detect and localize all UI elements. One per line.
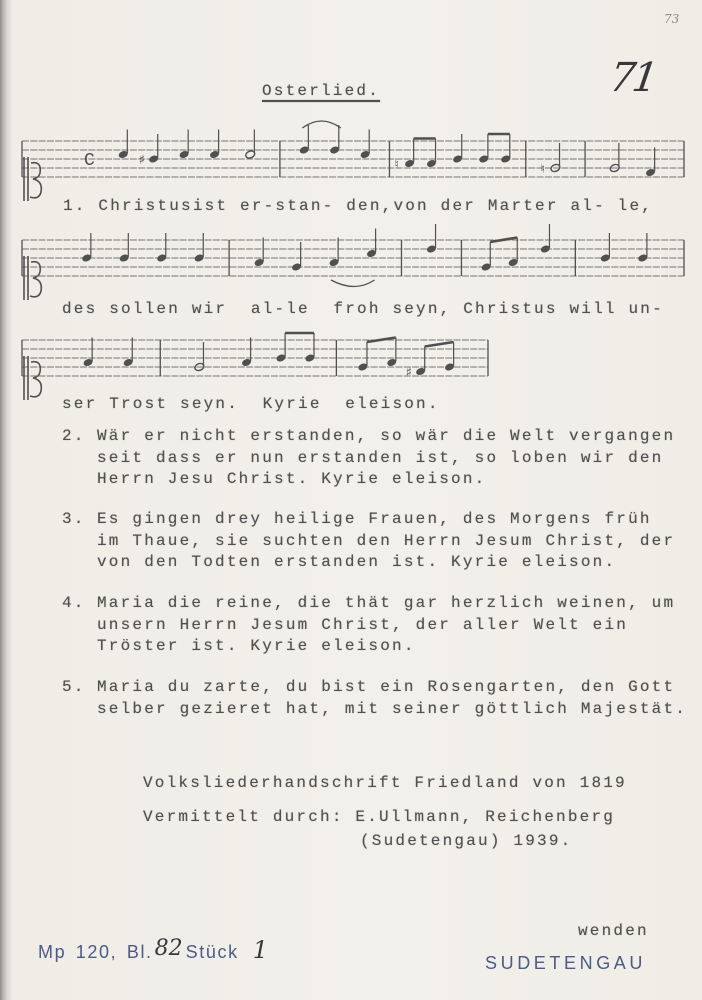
verse-line: Herrn Jesu Christ. Kyrie eleison. xyxy=(97,470,487,488)
notes xyxy=(81,224,684,287)
verse-line: Tröster ist. Kyrie eleison. xyxy=(97,637,416,655)
accidental: ♮ xyxy=(394,157,400,173)
note xyxy=(83,338,94,368)
slur xyxy=(331,280,374,287)
accidental: ♯ xyxy=(405,365,412,381)
note xyxy=(444,342,455,372)
source-manuscript: Volksliederhandschrift Friedland von 1819 xyxy=(143,774,627,792)
verse-text: Es gingen drey heilige Frauen, des Morgens früh xyxy=(97,510,652,528)
note xyxy=(304,333,315,363)
music-staff-2 xyxy=(0,220,702,304)
note xyxy=(540,224,551,254)
note xyxy=(81,233,92,263)
note xyxy=(329,238,340,268)
pencil-folio-number: 73 xyxy=(664,12,680,26)
note xyxy=(426,139,437,169)
turn-over-note: wenden xyxy=(578,922,649,940)
note xyxy=(508,238,519,268)
note xyxy=(299,125,310,155)
note xyxy=(357,342,368,372)
note xyxy=(540,143,561,177)
music-staff-3 xyxy=(0,320,702,404)
accidental: ♮ xyxy=(540,162,546,177)
note xyxy=(452,134,463,164)
verse-3 xyxy=(62,509,675,574)
verse-line xyxy=(62,509,675,531)
note xyxy=(500,134,511,164)
note xyxy=(478,134,489,164)
piece-label: Stück xyxy=(185,942,239,962)
c-clef-icon xyxy=(24,157,41,201)
verse-4 xyxy=(62,593,675,658)
notes xyxy=(118,121,684,177)
note xyxy=(276,333,287,363)
music-staff-1 xyxy=(0,121,702,205)
note xyxy=(291,242,302,272)
note xyxy=(123,338,134,368)
verse-line: von den Todten erstanden ist. Kyrie eleison. xyxy=(97,553,617,571)
verse-number: 5. xyxy=(62,678,86,696)
lyrics-line-3: ser Trost seyn. Kyrie eleison. xyxy=(62,395,440,413)
time-signature: C xyxy=(84,151,95,171)
note xyxy=(426,224,437,254)
verse-number: 4. xyxy=(62,594,86,612)
note xyxy=(119,233,130,263)
note-beam xyxy=(425,342,454,347)
c-clef-icon xyxy=(24,256,41,300)
note xyxy=(118,130,129,160)
note xyxy=(139,134,160,168)
region-stamp: SUDETENGAU xyxy=(485,953,647,973)
source-contributor: Vermittelt durch: E.Ullmann, Reichenberg xyxy=(143,808,616,826)
note xyxy=(156,233,167,263)
c-clef-icon xyxy=(24,356,41,400)
verse-5 xyxy=(62,677,687,720)
note xyxy=(637,233,648,263)
note xyxy=(406,347,427,381)
note xyxy=(366,229,377,259)
note xyxy=(245,130,256,160)
note xyxy=(360,130,371,160)
note xyxy=(481,242,492,272)
shelfmark xyxy=(38,936,268,964)
verse-2 xyxy=(62,426,675,491)
accidental: ♯ xyxy=(138,153,145,168)
note xyxy=(600,233,611,263)
verse-text: Maria die reine, die thät gar herzlich weinen, um xyxy=(97,594,676,612)
verse-text: Maria du zarte, du bist ein Rosengarten, den Gott xyxy=(97,678,676,696)
verse-line xyxy=(62,593,675,615)
verse-line xyxy=(62,426,675,448)
note xyxy=(241,338,252,368)
source-region-year: (Sudetengau) 1939. xyxy=(360,832,573,850)
handwritten-folio-number: 71 xyxy=(606,55,659,101)
note xyxy=(179,130,190,160)
lyrics-line-1: 1. Christusist er-stan- den,von der Marter al- le, xyxy=(63,197,654,215)
note xyxy=(254,238,265,268)
verse-number: 2. xyxy=(62,427,86,445)
verse-line: im Thaue, sie suchten den Herrn Jesum Christ, der xyxy=(97,531,676,550)
note xyxy=(329,125,340,155)
sheet-number-handwritten: 82 xyxy=(154,936,183,961)
lyrics-line-2: des sollen wir al-le froh seyn, Christus will un- xyxy=(62,300,664,318)
verse-line xyxy=(62,677,687,699)
verse-line: unsern Herrn Jesum Christ, der aller Welt ein xyxy=(97,615,629,634)
note xyxy=(395,139,416,173)
note xyxy=(386,338,397,368)
verse-text: Wär er nicht erstanden, so wär die Welt vergangen xyxy=(97,427,676,445)
note xyxy=(209,130,220,160)
song-title: Osterlied. xyxy=(262,82,381,100)
verse-number: 3. xyxy=(62,510,86,528)
note xyxy=(645,148,656,178)
piece-number-handwritten: 1 xyxy=(252,936,268,964)
verse-line: selber gezieret hat, mit seiner göttlich Majestät. xyxy=(97,699,688,718)
shelfmark-prefix: Mp 120, Bl. xyxy=(38,942,153,962)
verse-line: seit dass er nun erstanden ist, so loben wir den xyxy=(97,448,664,467)
note xyxy=(194,233,205,263)
